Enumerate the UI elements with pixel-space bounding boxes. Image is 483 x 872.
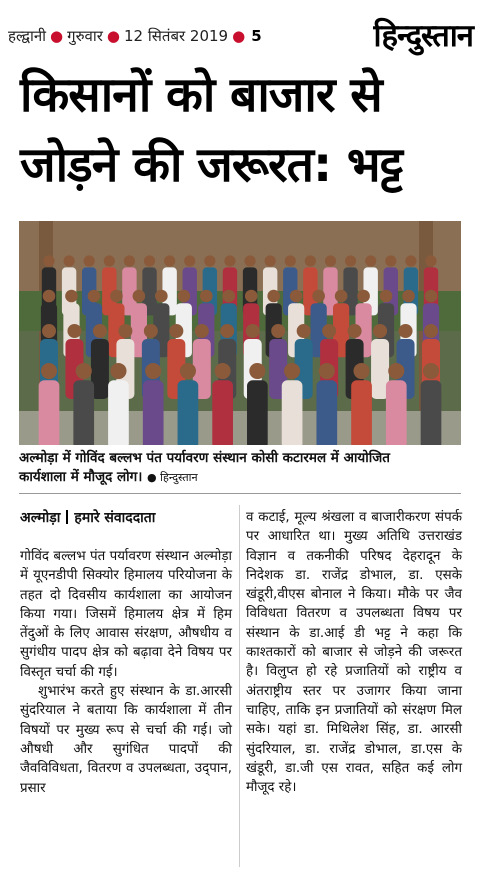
person-head: [155, 290, 168, 303]
person-head: [222, 290, 235, 303]
person-head: [195, 324, 209, 338]
person-body: [316, 380, 337, 445]
person-head: [110, 290, 123, 303]
dateline: [8, 26, 262, 46]
person-head: [335, 290, 348, 303]
person-head: [244, 255, 255, 266]
person-head: [325, 255, 336, 266]
person-head: [249, 363, 265, 379]
group-photo-image: [19, 221, 461, 445]
person-head: [312, 290, 325, 303]
person-body: [351, 380, 372, 445]
person-head: [385, 255, 396, 266]
caption-line-2: कार्यशाला में मौजूद लोग।: [19, 469, 143, 485]
person-body: [108, 380, 129, 445]
column-divider: [239, 505, 240, 867]
person-body: [282, 380, 303, 445]
divider: [19, 493, 461, 494]
byline-place: अल्मोड़ा: [20, 510, 61, 526]
person-head: [184, 255, 195, 266]
person-head: [290, 290, 303, 303]
person-head: [319, 363, 335, 379]
byline-reporter: हमारे संवाददाता: [74, 510, 156, 526]
person-head: [405, 255, 416, 266]
person-head: [353, 363, 369, 379]
person-head: [424, 324, 438, 338]
person-head: [271, 324, 285, 338]
person-head: [124, 255, 135, 266]
person-body: [39, 380, 60, 445]
person-head: [88, 290, 101, 303]
person-head: [144, 324, 158, 338]
page-number: 5: [251, 27, 262, 45]
person-head: [93, 324, 107, 338]
person-head: [169, 324, 183, 338]
bullet-icon: ●: [232, 27, 246, 45]
person-head: [284, 363, 300, 379]
person-head: [380, 290, 393, 303]
person-head: [104, 255, 115, 266]
person-head: [373, 324, 387, 338]
person-head: [164, 255, 175, 266]
person-head: [423, 363, 439, 379]
person-head: [67, 324, 81, 338]
person-head: [145, 363, 161, 379]
person-head: [41, 363, 57, 379]
person-head: [345, 255, 356, 266]
person-body: [178, 380, 199, 445]
person-head: [65, 290, 78, 303]
headline-line-2: जोड़ने की जरूरत: भट्ट: [20, 137, 403, 193]
person-head: [348, 324, 362, 338]
person-head: [200, 290, 213, 303]
person-head: [388, 363, 404, 379]
person-head: [118, 324, 132, 338]
person-head: [110, 363, 126, 379]
person-head: [42, 324, 56, 338]
person-head: [425, 290, 438, 303]
byline: [20, 508, 155, 527]
person-head: [402, 290, 415, 303]
person-head: [43, 255, 54, 266]
headline-line-1: किसानों को बाजार से: [20, 67, 382, 123]
dateline-day: गुरुवार: [67, 27, 103, 45]
person-head: [399, 324, 413, 338]
group-photo: [19, 221, 461, 445]
person-head: [425, 255, 436, 266]
person-head: [215, 363, 231, 379]
bullet-icon: ●: [106, 27, 121, 45]
person-head: [43, 290, 56, 303]
person-head: [180, 363, 196, 379]
person-body: [143, 380, 164, 445]
person-head: [224, 255, 235, 266]
article-paragraph-1: गोविंद बल्लभ पंत पर्यावरण संस्थान अल्मोड़ा में यूएनडीपी सिक्योर हिमालय परियोजना के तहत दो दिवसीय कार्यशाला का आयोजन किया गया। जिसमें हिमालय क्षेत्र में हिम तेंदुओं के लिए आवास संरक्षण, औषधीय व सुगंधीय पादप क्षेत्र को बढ़ावा देने विषय पर विस्तृत चर्चा की गई।: [20, 549, 232, 680]
person-head: [365, 255, 376, 266]
dateline-city: हल्द्वानी: [8, 27, 47, 45]
page-header: [0, 0, 483, 56]
person-body: [421, 380, 442, 445]
dateline-date: 12 सितंबर 2019: [124, 27, 229, 45]
article-paragraph-3: व कटाई, मूल्य श्रंखला व बाजारीकरण संपर्क पर आधारित था। मुख्य अतिथि उत्तराखंड विज्ञान व तकनीकी परिषद देहरादून के निदेशक डा. राजेंद्र डोभाल, डा. एसके खंडूरी,वीएस बोनाल ने किया। मौके पर जैव विविधता वितरण व उपलब्धता विषय पर संस्थान के डा.आई डी भट्ट ने कहा कि काश्तकारों को बाजार से जोड़ने की जरूरत है। विलुप्त हो रहे प्रजातियों को राष्ट्रीय व अंतराष्ट्रीय स्तर पर उजागर किया जाना चाहिए, ताकि इन प्रजातियों को संरक्षण मिल सके। यहां डा. मिथिलेश सिंह, डा. आरसी सुंदरियाल, डा. राजेंद्र डोभाल, डा.एस के खंडूरी, डा.जी एस रावत, सहित कई लोग मौजूद रहे।: [246, 510, 462, 796]
person-head: [64, 255, 75, 266]
person-body: [73, 380, 94, 445]
person-head: [178, 290, 191, 303]
person-head: [220, 324, 234, 338]
person-head: [133, 290, 146, 303]
person-head: [76, 363, 92, 379]
photo-credit: ● हिन्दुस्तान: [147, 471, 198, 484]
person-head: [144, 255, 155, 266]
caption-line-1: अल्मोड़ा में गोविंद बल्लभ पंत पर्यावरण संस्थान कोसी कटारमल में आयोजित: [19, 450, 390, 466]
person-head: [265, 255, 276, 266]
person-head: [322, 324, 336, 338]
article-paragraph-2: शुभारंभ करते हुए संस्थान के डा.आरसी सुंदरियाल ने बताया कि कार्यशाला में तीन विषयों पर मुख्य रूप से चर्चा की गई। जो औषधी और सुगंधित पादपों की जैवविविधता, वितरण व उपलब्धता, उद्पान, प्रसार: [20, 684, 232, 796]
person-head: [267, 290, 280, 303]
byline-separator: [66, 510, 68, 524]
article-column-2: [246, 508, 462, 797]
person-head: [84, 255, 95, 266]
photo-caption: [19, 449, 461, 487]
person-head: [246, 324, 260, 338]
person-body: [212, 380, 233, 445]
person-head: [285, 255, 296, 266]
person-head: [204, 255, 215, 266]
person-head: [297, 324, 311, 338]
bullet-icon: ●: [50, 27, 64, 45]
person-body: [386, 380, 407, 445]
person-head: [305, 255, 316, 266]
person-head: [357, 290, 370, 303]
person-body: [247, 380, 268, 445]
person-head: [245, 290, 258, 303]
article-column-1: [20, 547, 232, 798]
newspaper-masthead: हिन्दुस्तान: [373, 18, 473, 54]
headline: [20, 60, 480, 200]
